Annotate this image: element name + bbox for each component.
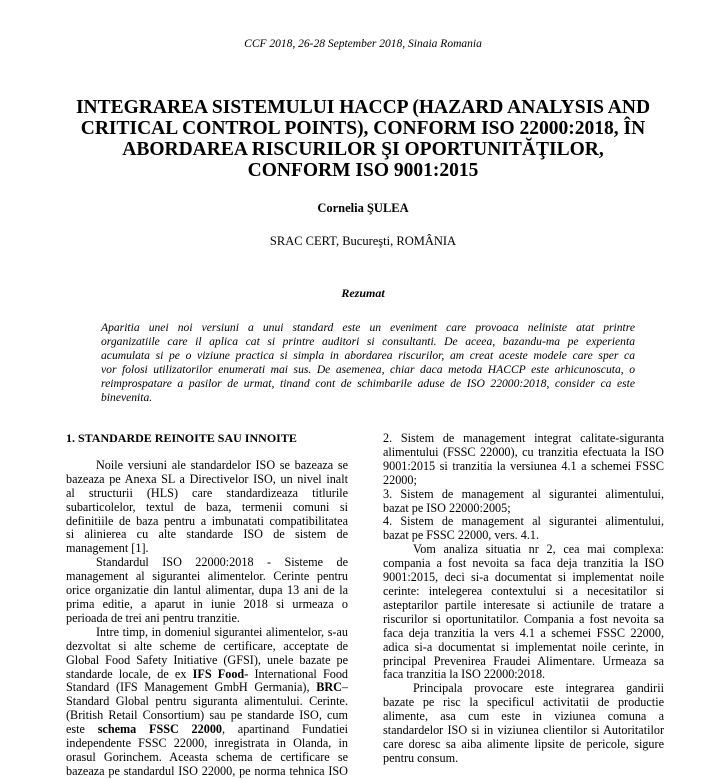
text-fragment: Standard (IFS Management GmbH Germania), (66, 680, 310, 695)
text-line: alimentului (FSSC 22000), cu tranzitia efectuata la ISO (383, 444, 664, 459)
text-line: cerinte: intelegerea contextului si a necesitatilor si (383, 583, 664, 598)
left-column (66, 432, 348, 779)
abstract-heading: Rezumat (341, 286, 385, 300)
title-line: INTEGRAREA SISTEMULUI HACCP (HAZARD ANALYSIS AND (75, 97, 651, 118)
text-line: orice organizatie din lantul alimentar, dupa 13 ani de la (66, 583, 348, 598)
text-line (66, 681, 348, 695)
text-line: 9001:2015, deci si-a documentat si implementat noile (383, 570, 664, 585)
title-line: CONFORM ISO 9001:2015 (247, 160, 479, 181)
text-line: faca deja tranzitia la vers 4.1 a schemei FSSC 22000, (383, 625, 664, 640)
text-line: prima editie, a aparut in iunie 2018 si urmeaza o (66, 596, 348, 611)
text-line (66, 723, 348, 737)
text-line: 4. Sistem de management al sigurantei alimentului, (383, 514, 664, 529)
text-line: riscurilor si oportunitatilor. Compania a fost nevoita sa (383, 611, 664, 626)
fssc-scheme-label: schema FSSC 22000 (97, 722, 223, 737)
text-line: 9001:2015 si tranzitia la versiunea 4.1 a schemei FSSC (383, 458, 664, 473)
text-line: definitiile de baza pentru a imbunatati compatibilitatea (66, 513, 348, 528)
title-line: CRITICAL CONTROL POINTS), CONFORM ISO 22000:2018, ÎN (80, 118, 646, 139)
text-line: management [1]. (66, 541, 149, 556)
text-fragment: este (66, 722, 85, 737)
author-affiliation: SRAC CERT, Bucureşti, ROMÂNIA (269, 234, 457, 248)
abstract-text (101, 321, 635, 406)
text-line: Noile versiuni ale standardelor ISO se bazeaza se (96, 457, 348, 472)
abstract-line: acumulata si pe o viziune practica si simpla in abordarea riscurilor, am creat aceste modele care sper ca (101, 349, 635, 363)
abstract-line: reimprospatare a pasilor de urmat, tinand cont de schimbarile aduse de ISO 22000:2018, consider ca este (101, 377, 635, 391)
text-line: asteptarilor partile interesate si actiunile de tratare a (383, 597, 664, 612)
text-line: 2. Sistem de management integrat calitate-siguranta (383, 431, 664, 445)
text-line: bazate pe risc la specificul activitatii de productie (383, 695, 664, 710)
text-line: Intre timp, in domeniul sigurantei alimentelor, s-au (96, 624, 348, 639)
text-line: al structurii (HLS) care standardizeaza titlurile (66, 485, 348, 500)
text-line: perioada de trei ani pentru tranzitie. (66, 610, 240, 625)
text-fragment: , apartinand Fundatiei (222, 722, 348, 737)
text-line: Principala provocare este integrarea gandirii (413, 681, 664, 696)
text-line: alimente, asa cum este in viziunea comuna a (383, 709, 664, 724)
text-line: compania a fost nevoita sa faca deja tranzitia la ISO (383, 556, 664, 571)
text-line: bazat pe FSSC 22000, vers. 4.1. (383, 528, 540, 543)
abstract-line: binevenita. (101, 391, 153, 405)
abstract-line: Aparitia unei noi versiuni a unui standard este un eveniment care provoaca neliniste atat printre (101, 321, 635, 334)
section-heading: 1. STANDARDE REINOITE SAU INNOITE (66, 431, 297, 445)
text-fragment: standarde locale, de ex (66, 666, 187, 681)
text-line: si alinierea cu alte standarde ISO de sistem de (66, 527, 348, 542)
ifs-food-label: IFS Food- (192, 666, 249, 681)
text-line: Global Food Safety Initiative (GFSI), unele bazate pe (66, 652, 348, 667)
brc-label: BRC (316, 680, 342, 695)
text-fragment: – (341, 680, 349, 695)
text-line: 22000; (383, 472, 417, 487)
text-line: subarticolelor, textul de baza, termenii comuni si (66, 499, 348, 514)
text-fragment: International Food (254, 666, 349, 681)
text-line: management al sigurantei alimentelor. Cerinte pentru (66, 569, 348, 584)
text-line: Standard Global pentru siguranta alimentului. Cerinte. (66, 694, 348, 709)
text-line: bazat pe ISO 22000:2005; (383, 500, 511, 515)
text-line (66, 668, 348, 682)
text-line: standardelor ISO si in viziunea clientilor si Autoritatilor (383, 723, 664, 738)
paper-title (60, 97, 666, 181)
text-line: Vom analiza situatia nr 2, cea mai complexa: (413, 542, 664, 557)
text-line: principal Prevenirea Fraudei Alimentare. Urmeaza sa (383, 653, 664, 668)
abstract-line: vor folosi utilizatorilor enumerati mai sus. De asemenea, chiar daca metoda HACCP este arhicunoscuta, o (101, 363, 635, 377)
abstract-line: organizatiile care il aplica cat si printre auditori si consultanti. De aceea, bazandu-ma pe experienta (101, 335, 635, 349)
title-line: ABORDAREA RISCURILOR ŞI OPORTUNITĂŢILOR, (122, 139, 604, 160)
author-name: Cornelia ŞULEA (317, 201, 409, 215)
text-line: Standardul ISO 22000:2018 - Sisteme de (96, 555, 348, 570)
text-line: orasul Gorinchem. Aceasta schema de certificare se (66, 749, 348, 764)
text-line: independente FSSC 22000, inregistrata in Olanda, in (66, 736, 348, 751)
text-line: adica si-a documentat si implementat noile cerinte, in (383, 639, 664, 654)
text-line: (British Retail Consortium) sau pe standarde ISO, cum (66, 708, 348, 723)
text-line: 3. Sistem de management al sigurantei alimentului, (383, 486, 664, 501)
text-line: bazeaza pe standardul ISO 22000, pe norma tehnica ISO (66, 763, 348, 778)
running-header: CCF 2018, 26-28 September 2018, Sinaia Romania (244, 38, 482, 50)
right-column (383, 432, 664, 766)
text-line: care doresc sa aiba alimente lipsite de pericole, sigure (383, 736, 664, 751)
text-line: bazeaza pe Anexa SL a Directivelor ISO, un nivel inalt (66, 471, 348, 486)
text-line: faca tranzitia la ISO 22000:2018. (383, 667, 546, 682)
text-line: dezvoltat si alte scheme de certificare, acceptate de (66, 638, 348, 653)
text-line: pentru consum. (383, 750, 459, 765)
